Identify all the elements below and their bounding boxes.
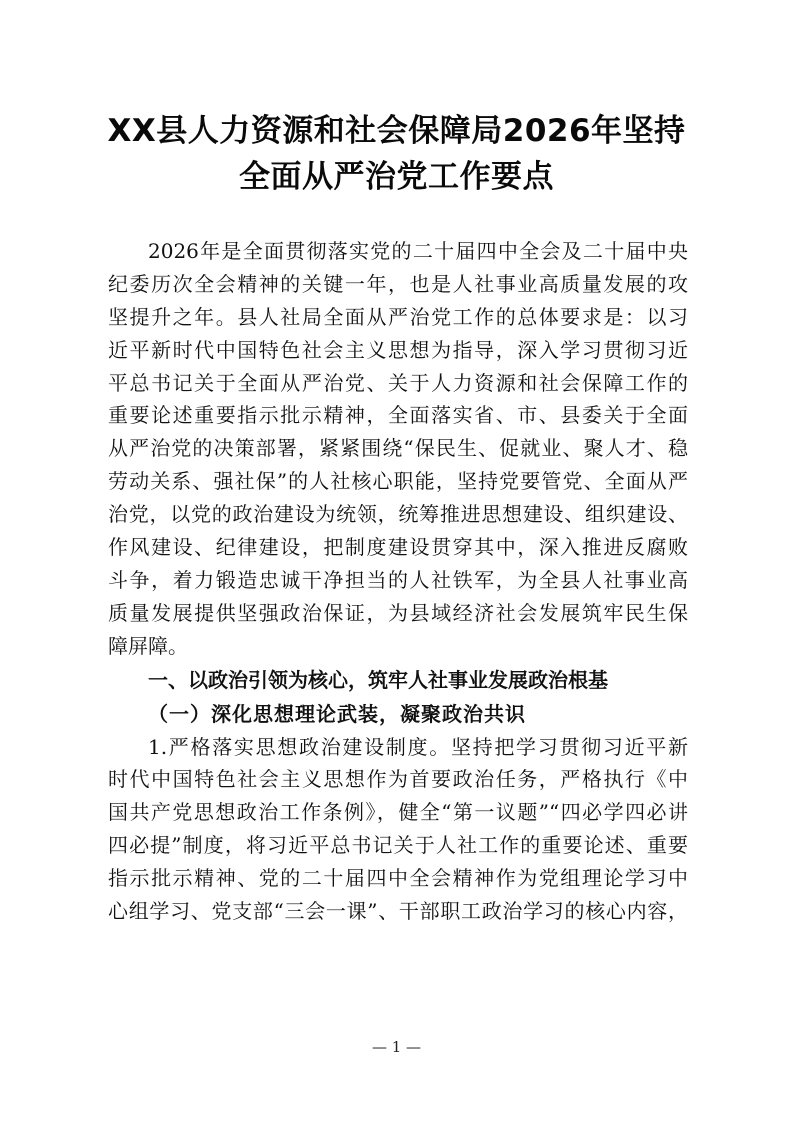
intro-line: 平总书记关于全面从严治党、关于人力资源和社会保障工作的 [108, 370, 688, 395]
intro-line: 坚提升之年。县人社局全面从严治党工作的总体要求是：以习 [108, 304, 688, 329]
item-line: 1.严格落实思想政治建设制度。坚持把学习贯彻习近平新 [148, 734, 688, 759]
intro-line: 从严治党的决策部署，紧紧围绕“保民生、促就业、聚人才、稳 [108, 436, 688, 461]
intro-line: 近平新时代中国特色社会主义思想为指导，深入学习贯彻习近 [108, 337, 688, 362]
intro-line: 斗争，着力锻造忠诚干净担当的人社铁军，为全县人社事业高 [108, 567, 688, 592]
intro-line: 治党，以党的政治建设为统领，统筹推进思想建设、组织建设、 [108, 502, 688, 527]
document-body [108, 235, 688, 928]
intro-line: 重要论述重要指示批示精神，全面落实省、市、县委关于全面 [108, 403, 688, 428]
item-line: 心组学习、党支部“三会一课”、干部职工政治学习的核心内容， [108, 899, 688, 924]
item-line: 时代中国特色社会主义思想作为首要政治任务，严格执行《中 [108, 767, 688, 792]
document-title [80, 108, 713, 200]
intro-line: 劳动关系、强社保”的人社核心职能，坚持党要管党、全面从严 [108, 469, 688, 494]
intro-line: 2026年是全面贯彻落实党的二十届四中全会及二十届中央 [148, 239, 688, 263]
title-line-2: 全面从严治党工作要点 [239, 159, 554, 195]
item-line: 四必提”制度，将习近平总书记关于人社工作的重要论述、重要 [108, 833, 688, 858]
intro-line: 作风建设、纪律建设，把制度建设贯穿其中，深入推进反腐败 [108, 535, 688, 560]
item-line: 国共产党思想政治工作条例》，健全“第一议题”“四必学四必讲 [108, 800, 688, 825]
title-line-1: XX县人力资源和社会保障局2026年坚持 [107, 113, 686, 149]
intro-line: 纪委历次全会精神的关键一年，也是人社事业高质量发展的攻 [108, 271, 688, 296]
section-heading: 一、以政治引领为核心，筑牢人社事业发展政治根基 [148, 667, 608, 692]
subsection-heading: （一）深化思想理论武装，凝聚政治共识 [148, 701, 526, 726]
item-line: 指示批示精神、党的二十届四中全会精神作为党组理论学习中 [108, 866, 688, 891]
intro-line: 质量发展提供坚强政治保证，为县域经济社会发展筑牢民生保 [108, 600, 688, 625]
intro-line: 障屏障。 [108, 633, 188, 658]
page-number: — 1 — [371, 1038, 422, 1056]
